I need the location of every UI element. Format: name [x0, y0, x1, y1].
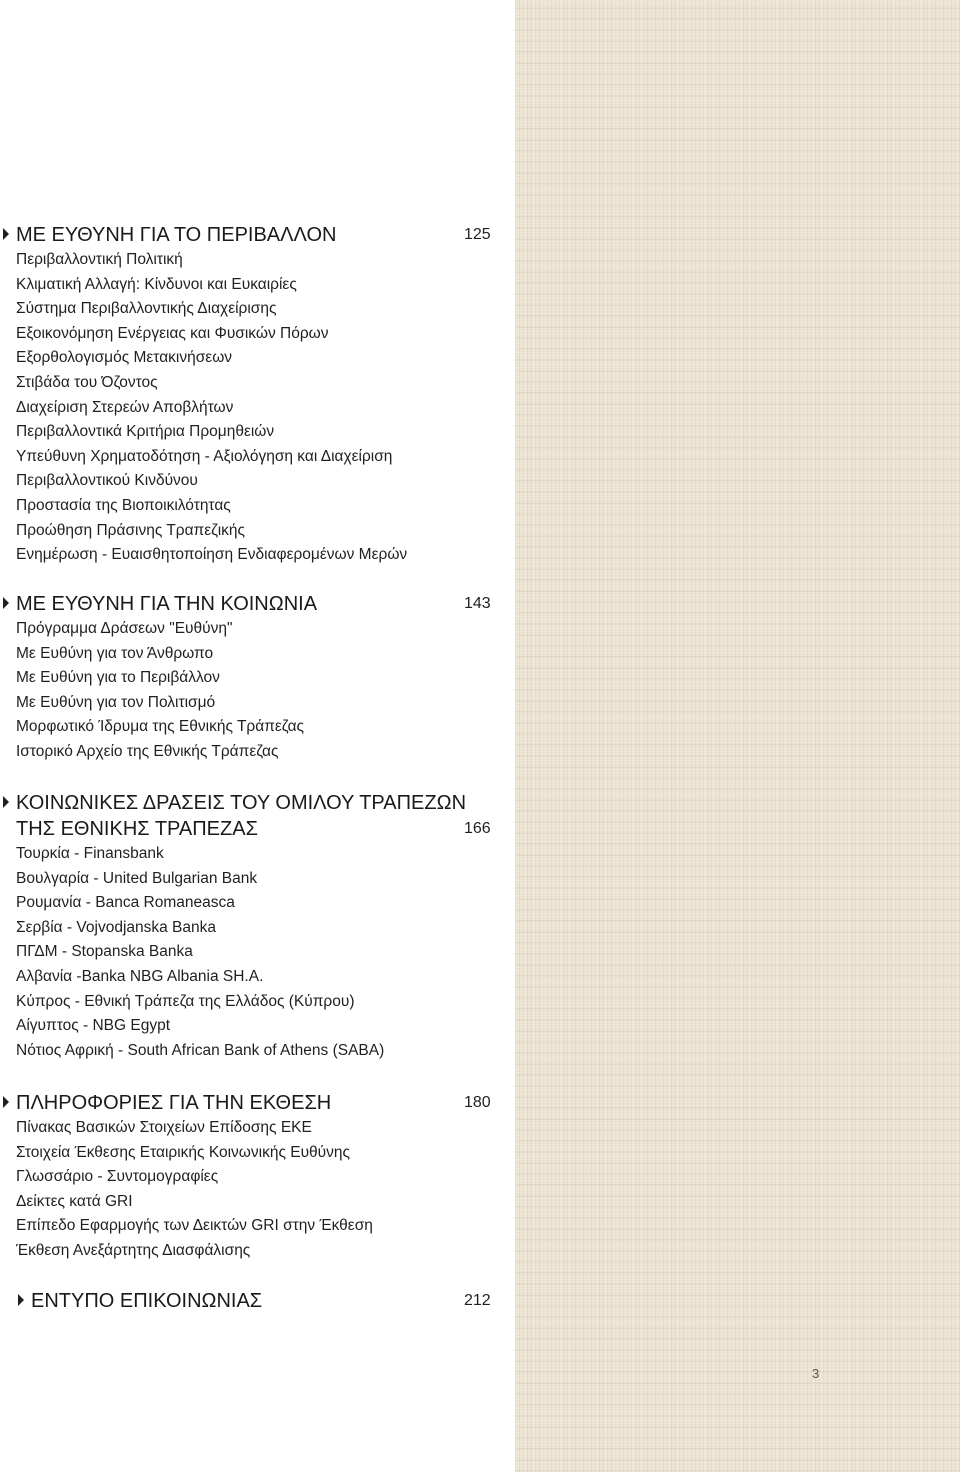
toc-section-group-actions [0, 790, 500, 1063]
toc-item[interactable]: Διαχείριση Στερεών Αποβλήτων [16, 398, 234, 416]
toc-item-list [0, 842, 500, 1063]
toc-item[interactable]: Με Ευθύνη για τον Πολιτισμό [16, 693, 216, 711]
caret-right-icon [3, 1096, 9, 1108]
toc-item-list [0, 1116, 500, 1264]
toc-item[interactable]: Σύστημα Περιβαλλοντικής Διαχείρισης [16, 300, 277, 318]
toc-item[interactable]: Σερβία - Vojvodjanska Banka [16, 918, 217, 936]
caret-right-icon [3, 597, 9, 609]
caret-right-icon [3, 796, 9, 808]
toc-item[interactable]: Κλιματική Αλλαγή: Κίνδυνοι και Ευκαιρίες [16, 275, 297, 293]
toc-section-environment [0, 222, 500, 568]
toc-item[interactable]: Έκθεση Ανεξάρτητης Διασφάλισης [16, 1241, 251, 1259]
toc-item[interactable]: Ιστορικό Αρχείο της Εθνικής Τράπεζας [16, 742, 279, 760]
toc-item[interactable]: ΠΓΔΜ - Stopanska Banka [16, 943, 193, 961]
toc-item[interactable]: Περιβαλλοντική Πολιτική [16, 251, 183, 268]
toc-page-number: 212 [464, 1292, 491, 1309]
linen-texture-panel [515, 0, 960, 1472]
toc-heading-text-line2: ΤΗΣ ΕΘΝΙΚΗΣ ΤΡΑΠΕΖΑΣ [16, 818, 258, 840]
toc-item[interactable]: Πρόγραμμα Δράσεων "Ευθύνη" [16, 620, 233, 637]
toc-item[interactable]: Στοιχεία Έκθεσης Εταιρικής Κοινωνικής Ευθύνης [16, 1143, 350, 1161]
toc-item[interactable]: Εξορθολογισμός Μετακινήσεων [16, 349, 233, 367]
toc-page-number: 180 [464, 1094, 491, 1111]
toc-page-number: 143 [464, 595, 491, 612]
toc-item[interactable]: Βουλγαρία - United Bulgarian Bank [16, 869, 258, 887]
toc-item[interactable]: Δείκτες κατά GRI [16, 1192, 133, 1210]
toc-section-society [0, 591, 500, 765]
toc-page-number: 166 [464, 820, 491, 837]
toc-item[interactable]: Αίγυπτος - NBG Egypt [16, 1017, 171, 1035]
toc-page-number: 125 [464, 226, 491, 243]
page-number: 3 [812, 1366, 820, 1381]
toc-item[interactable]: Ρουμανία - Banca Romaneasca [16, 894, 235, 912]
toc-item[interactable]: Στιβάδα του Όζοντος [16, 373, 158, 391]
toc-item[interactable]: Νότιος Αφρική - South African Bank of Athens (SABA) [16, 1041, 385, 1059]
caret-right-icon [18, 1294, 24, 1306]
toc-heading-text: ΕΝΤΥΠΟ ΕΠΙΚΟΙΝΩΝΙΑΣ [31, 1290, 263, 1312]
toc-item[interactable]: Προστασία της Βιοποικιλότητας [16, 496, 231, 514]
toc-heading-text: ΠΛΗΡΟΦΟΡΙΕΣ ΓΙΑ ΤΗΝ ΕΚΘΕΣΗ [16, 1092, 332, 1114]
toc-item-list [0, 248, 500, 568]
toc-section-contact-form [0, 1288, 500, 1314]
toc-item[interactable]: Κύπρος - Εθνική Τράπεζα της Ελλάδος (Κύπρου) [16, 992, 355, 1010]
toc-item[interactable]: Τουρκία - Finansbank [16, 845, 164, 862]
toc-item[interactable]: Περιβαλλοντικού Κινδύνου [16, 472, 198, 490]
toc-item[interactable]: Αλβανία -Banka NBG Albania SH.A. [16, 967, 264, 985]
toc-heading[interactable] [0, 1090, 500, 1116]
toc-item[interactable]: Προώθηση Πράσινης Τραπεζικής [16, 521, 246, 539]
toc-item[interactable]: Μορφωτικό Ίδρυμα της Εθνικής Τράπεζας [16, 718, 305, 736]
toc-item[interactable]: Περιβαλλοντικά Κριτήρια Προμηθειών [16, 423, 275, 441]
toc-heading-text: ΜΕ ΕΥΘΥΝΗ ΓΙΑ ΤΟ ΠΕΡΙΒΑΛΛΟΝ [16, 224, 337, 246]
toc-item[interactable]: Πίνακας Βασικών Στοιχείων Επίδοσης ΕΚΕ [16, 1119, 312, 1136]
toc-item[interactable]: Επίπεδο Εφαρμογής των Δεικτών GRI στην Έκθεση [16, 1217, 373, 1235]
toc-section-report-info [0, 1090, 500, 1264]
toc-item[interactable]: Γλωσσάριο - Συντομογραφίες [16, 1168, 219, 1186]
toc-heading[interactable] [0, 591, 500, 617]
toc-item-list [0, 617, 500, 765]
toc-heading[interactable] [0, 790, 500, 842]
toc-heading[interactable] [0, 1288, 500, 1314]
toc-item[interactable]: Με Ευθύνη για τον Άνθρωπο [16, 644, 214, 662]
toc-heading-text-line1: ΚΟΙΝΩΝΙΚΕΣ ΔΡΑΣΕΙΣ ΤΟΥ ΟΜΙΛΟΥ ΤΡΑΠΕΖΩΝ [16, 792, 467, 814]
toc-heading-text: ΜΕ ΕΥΘΥΝΗ ΓΙΑ ΤΗΝ ΚΟΙΝΩΝΙΑ [16, 593, 318, 615]
caret-right-icon [3, 228, 9, 240]
toc-item[interactable]: Υπεύθυνη Χρηματοδότηση - Αξιολόγηση και Διαχείριση [16, 447, 393, 465]
toc-item[interactable]: Με Ευθύνη για το Περιβάλλον [16, 669, 220, 687]
toc-item[interactable]: Ενημέρωση - Ευαισθητοποίηση Ενδιαφερομένων Μερών [16, 546, 408, 564]
toc-item[interactable]: Εξοικονόμηση Ενέργειας και Φυσικών Πόρων [16, 324, 329, 342]
toc-heading[interactable] [0, 222, 500, 248]
